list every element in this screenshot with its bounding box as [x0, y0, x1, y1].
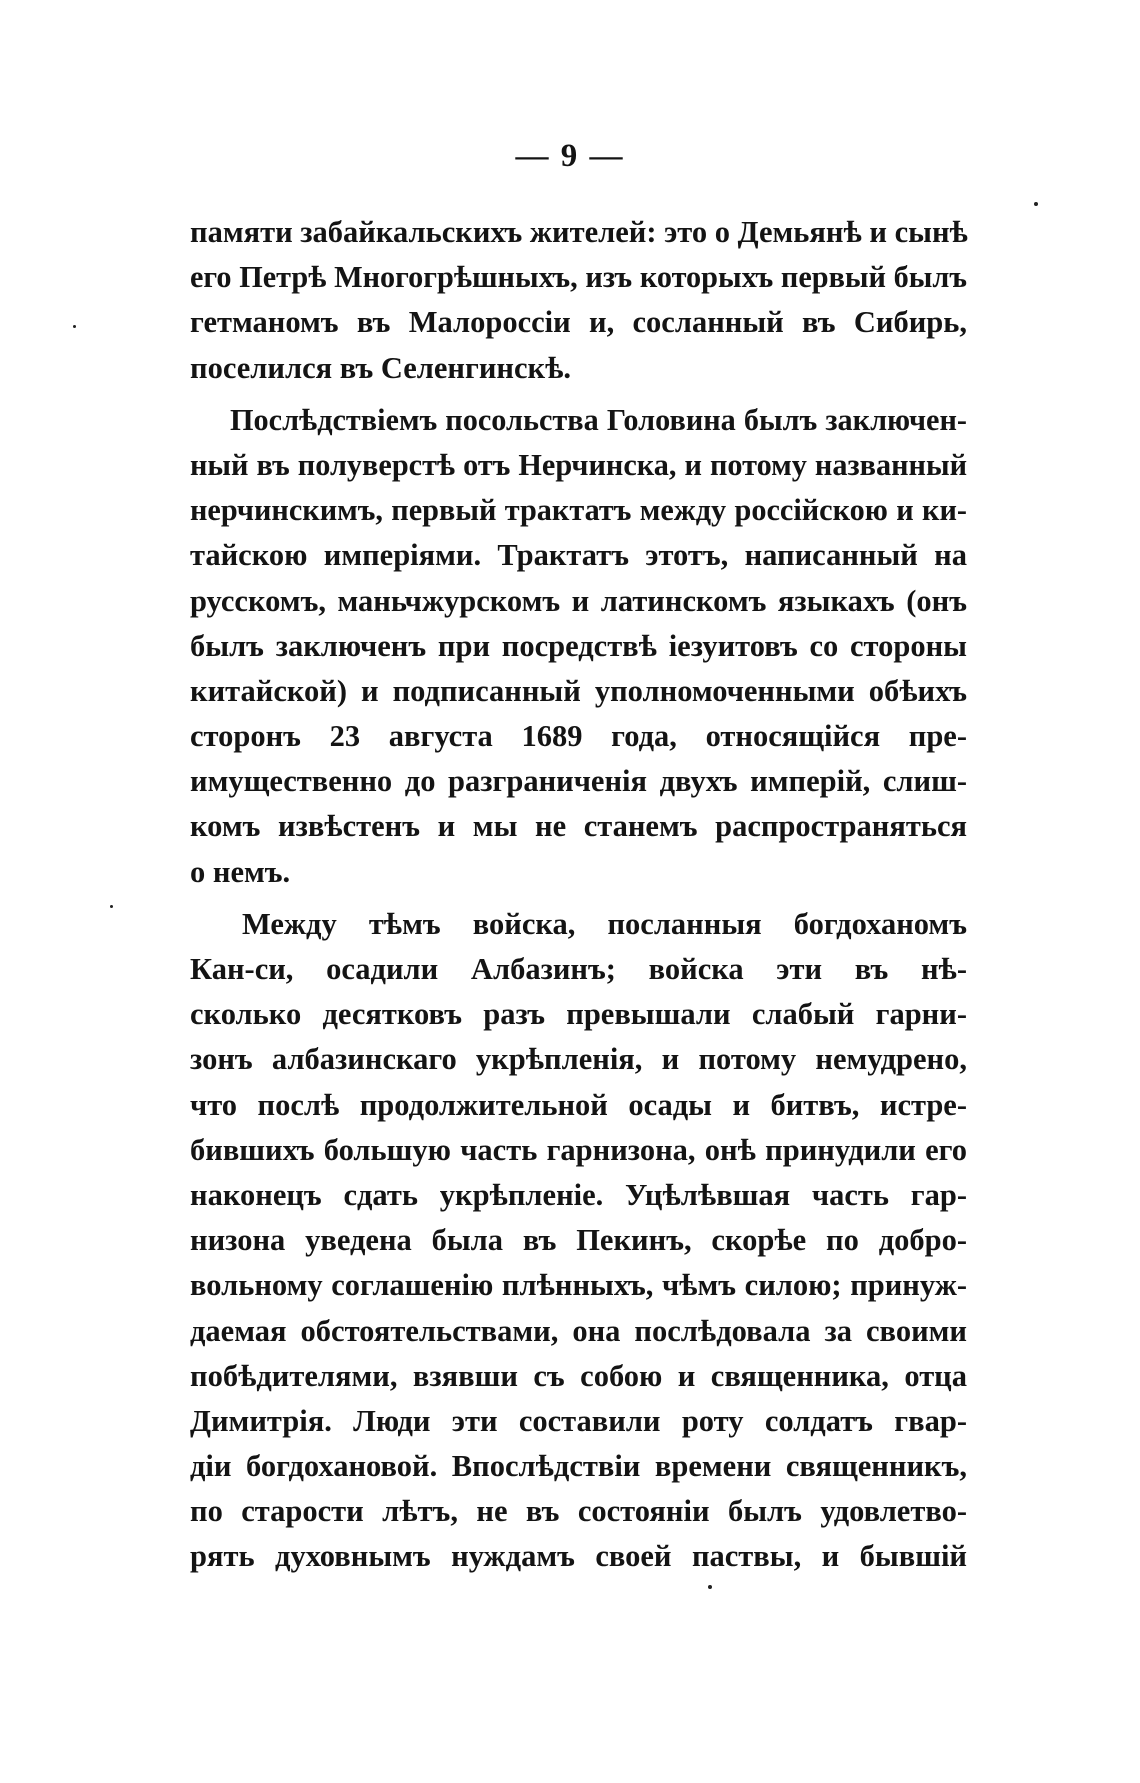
text-line: Послѣдствіемъ посольства Головина былъ заключен- — [230, 402, 967, 437]
text-line: діи богдохановой. Впослѣдствіи времени священникъ, — [190, 1449, 967, 1484]
text-line: низона уведена была въ Пекинъ, скорѣе по добро- — [190, 1223, 967, 1258]
paragraph-3 — [190, 902, 967, 1580]
text-line: Кан-си, осадили Албазинъ; войска эти въ нѣ- — [190, 952, 967, 986]
text-line: зонъ албазинскаго укрѣпленія, и потому немудрено, — [190, 1042, 967, 1077]
page-number: — 9 — — [515, 138, 625, 174]
print-speck — [110, 905, 113, 908]
text-line: о немъ. — [190, 854, 291, 889]
text-line: бившихъ большую часть гарнизона, онѣ принудили его — [190, 1132, 967, 1167]
text-line: его Петрѣ Многогрѣшныхъ, изъ которыхъ первый былъ — [190, 260, 967, 295]
paragraph-1 — [190, 210, 967, 391]
text-line: тайскою имперіями. Трактатъ этотъ, написанный на — [190, 538, 967, 573]
body-text — [190, 210, 967, 1580]
text-line: что послѣ продолжительной осады и битвъ, истре- — [190, 1087, 967, 1122]
text-line: русскомъ, маньчжурскомъ и латинскомъ языкахъ (онъ — [190, 583, 967, 618]
text-line: по старости лѣтъ, не въ состояніи былъ удовлетво- — [190, 1494, 967, 1529]
text-line: вольному соглашенію плѣнныхъ, чѣмъ силою; принуж- — [190, 1268, 967, 1303]
text-line: комъ извѣстенъ и мы не станемъ распространяться — [190, 809, 967, 844]
text-line: даемая обстоятельствами, она послѣдовала за своими — [190, 1313, 967, 1348]
print-speck — [73, 325, 76, 328]
text-line: рять духовнымъ нуждамъ своей паствы, и бывшій — [190, 1539, 967, 1574]
text-line: китайской) и подписанный уполномоченными обѣихъ — [190, 673, 967, 708]
text-line: имущественно до разграниченія двухъ имперій, слиш- — [190, 764, 967, 799]
text-line: Димитрія. Люди эти составили роту солдатъ гвар- — [190, 1403, 967, 1438]
text-line: побѣдителями, взявши съ собою и священника, отца — [190, 1358, 967, 1393]
text-line: наконецъ сдать укрѣпленіе. Уцѣлѣвшая часть гар- — [190, 1177, 967, 1212]
text-line: памяти забайкальскихъ жителей: это о Демьянѣ и сынѣ — [190, 215, 968, 249]
text-line: Между тѣмъ войска, посланныя богдоханомъ — [242, 906, 967, 941]
print-speck — [708, 1585, 712, 1589]
text-line: сколько десятковъ разъ превышали слабый гарни- — [190, 997, 967, 1032]
text-line: гетманомъ въ Малороссіи и, сосланный въ Сибирь, — [190, 305, 967, 340]
paragraph-2 — [190, 398, 967, 895]
text-line: нерчинскимъ, первый трактатъ между россійскою и ки- — [190, 493, 967, 528]
print-speck — [1034, 202, 1038, 206]
text-line: былъ заключенъ при посредствѣ іезуитовъ со стороны — [190, 628, 967, 663]
text-line: ный въ полуверстѣ отъ Нерчинска, и потому названный — [190, 447, 967, 482]
text-line: сторонъ 23 августа 1689 года, относящійся пре- — [190, 719, 967, 754]
text-line: поселился въ Селенгинскѣ. — [190, 350, 572, 385]
